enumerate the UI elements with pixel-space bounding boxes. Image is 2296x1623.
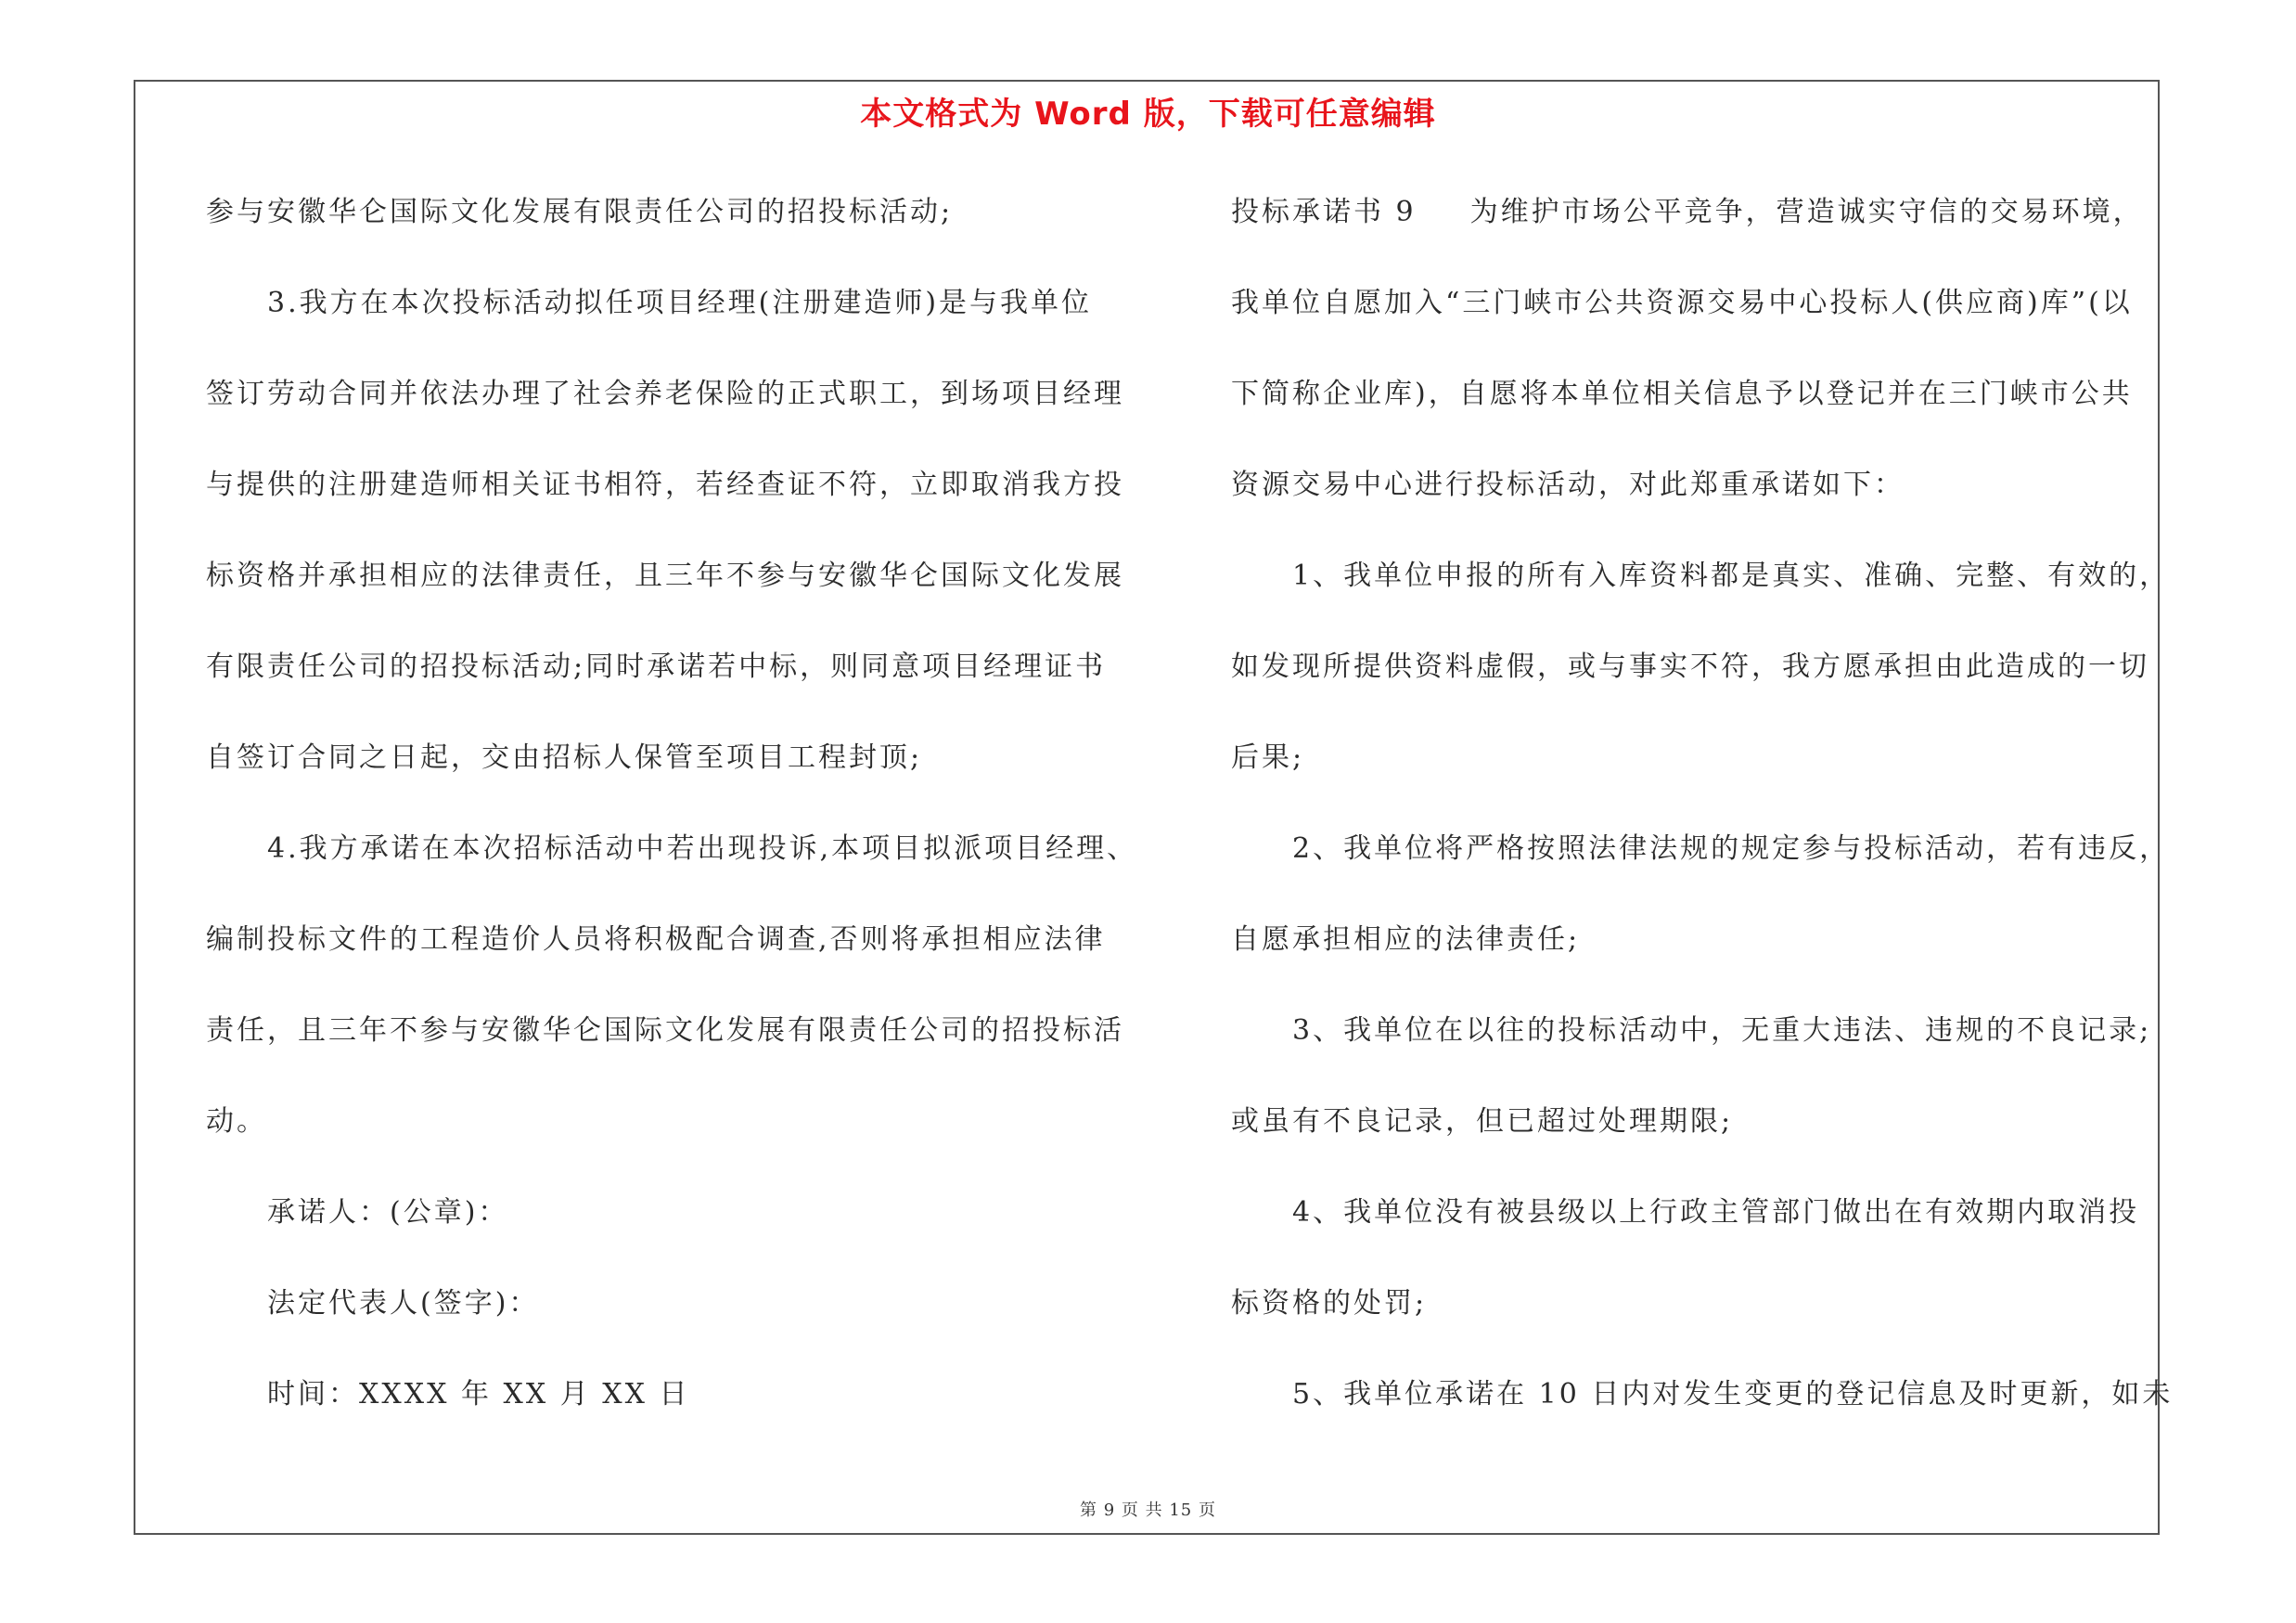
paragraph-line: 与提供的注册建造师相关证书相符，若经查证不符，立即取消我方投 (206, 469, 1124, 501)
paragraph-line: 1、我单位申报的所有入库资料都是真实、准确、完整、有效的， (1292, 560, 2171, 592)
paragraph-line: 3.我方在本次投标活动拟任项目经理(注册建造师)是与我单位 (267, 287, 1093, 319)
paragraph-text: 为维护市场公平竞争，营造诚实守信的交易环境， (1469, 196, 2144, 228)
paragraph-line: 后果; (1231, 741, 1305, 774)
paragraph-line: 或虽有不良记录，但已超过处理期限; (1231, 1105, 1734, 1138)
paragraph-line: 责任，且三年不参与安徽华仑国际文化发展有限责任公司的招投标活 (206, 1014, 1124, 1047)
signatory-label: 承诺人：(公章)： (267, 1196, 509, 1229)
word-format-banner: 本文格式为 Word 版，下载可任意编辑 (860, 96, 1436, 133)
paragraph-line: 动。 (206, 1105, 267, 1138)
paragraph-line: 4、我单位没有被县级以上行政主管部门做出在有效期内取消投 (1292, 1196, 2140, 1229)
paragraph-line: 2、我单位将严格按照法律法规的规定参与投标活动，若有违反， (1292, 832, 2171, 865)
paragraph-line: 5、我单位承诺在 10 日内对发生变更的登记信息及时更新，如未 (1292, 1378, 2174, 1410)
date-label: 时间：XXXX 年 XX 月 XX 日 (267, 1378, 690, 1410)
legal-representative-label: 法定代表人(签字)： (267, 1287, 540, 1320)
paragraph-line: 资源交易中心进行投标活动，对此郑重承诺如下： (1231, 469, 1905, 501)
paragraph-line: 有限责任公司的招投标活动;同时承诺若中标，则同意项目经理证书 (206, 650, 1107, 683)
paragraph-line: 下简称企业库)，自愿将本单位相关信息予以登记并在三门峡市公共 (1231, 378, 2133, 410)
paragraph-line: 标资格并承担相应的法律责任，且三年不参与安徽华仑国际文化发展 (206, 560, 1124, 592)
page-number-footer: 第 9 页 共 15 页 (1080, 1501, 1216, 1520)
paragraph-line: 自签订合同之日起，交由招标人保管至项目工程封顶; (206, 741, 923, 774)
paragraph-line: 参与安徽华仑国际文化发展有限责任公司的招投标活动; (206, 196, 954, 228)
paragraph-line: 4.我方承诺在本次招标活动中若出现投诉,本项目拟派项目经理、 (267, 832, 1138, 865)
paragraph-line (1231, 176, 2173, 267)
paragraph-line: 3、我单位在以往的投标活动中，无重大违法、违规的不良记录; (1292, 1014, 2152, 1047)
paragraph-line: 编制投标文件的工程造价人员将积极配合调查,否则将承担相应法律 (206, 923, 1106, 956)
paragraph-line: 签订劳动合同并依法办理了社会养老保险的正式职工，到场项目经理 (206, 378, 1124, 410)
right-text-column (1231, 176, 2173, 1449)
paragraph-line: 如发现所提供资料虚假，或与事实不符，我方愿承担由此造成的一切 (1231, 650, 2149, 683)
commitment-letter-title: 投标承诺书 9 (1231, 196, 1417, 228)
left-text-column (206, 176, 1143, 1449)
paragraph-line: 标资格的处罚; (1231, 1287, 1428, 1320)
paragraph-line: 我单位自愿加入“三门峡市公共资源交易中心投标人(供应商)库”(以 (1231, 287, 2133, 319)
paragraph-line: 自愿承担相应的法律责任; (1231, 923, 1581, 956)
